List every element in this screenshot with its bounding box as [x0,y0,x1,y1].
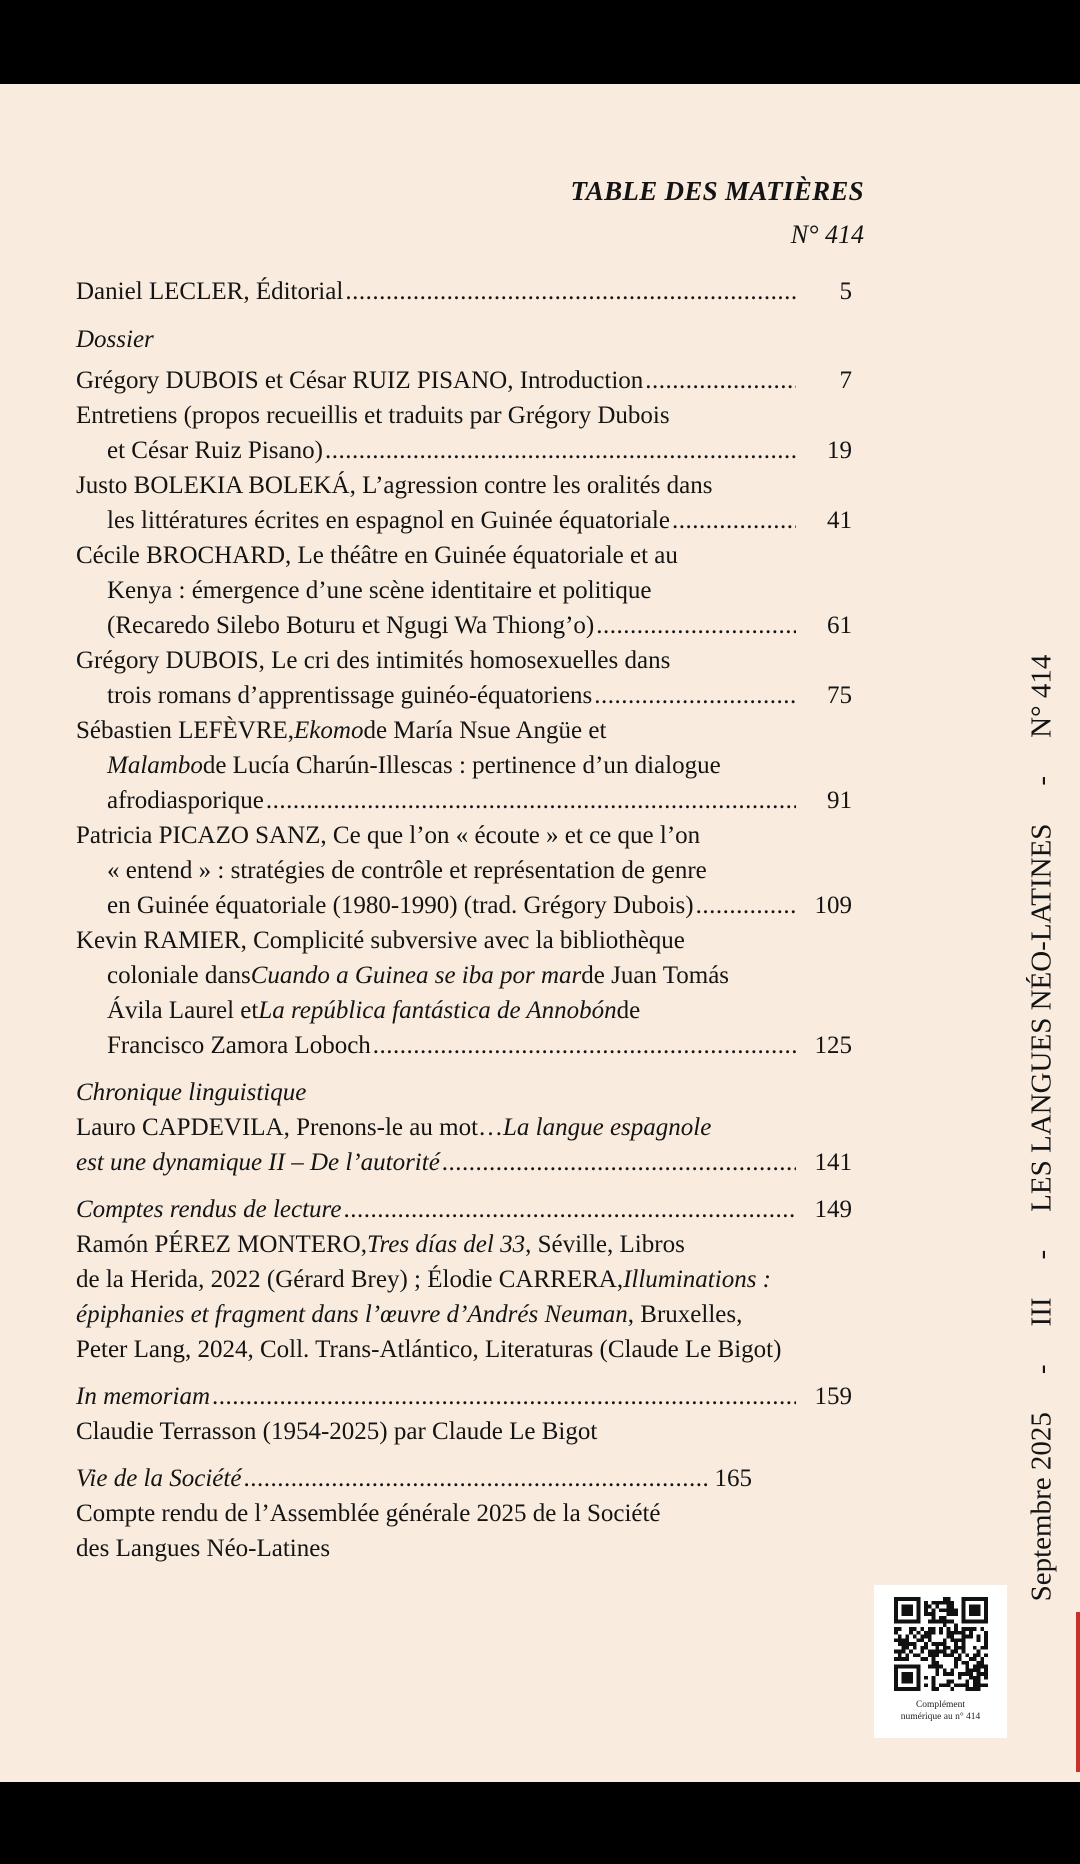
toc-entry-lefevre: Sébastien LEFÈVRE, Ekomo de María Nsue Angüe et Malambo de Lucía Charún-Illescas : pertinence d’un dialogue afrodiasporique ..... 91 [76,713,852,818]
page-edge [1076,1612,1080,1772]
spine-date: Septembre 2025 [1025,1412,1058,1602]
leader-dots [325,433,796,468]
leader-dots [343,1192,796,1227]
toc-entry-terrasson: Claudie Terrasson (1954-2025) par Claude Le Bigot [76,1418,598,1445]
page-number: 5 [839,278,852,305]
leader-dots [594,678,796,713]
toc-entry-bolekia: Justo BOLEKIA BOLEKÁ, L’agression contre les oralités dans les littératures écrites en espagnol en Guinée équatoriale ..... 41 [76,468,852,538]
spine-separator: - [1025,1249,1058,1260]
toc-entry-entretiens: Entretiens (propos recueillis et traduits par Grégory Dubois et César Ruiz Pisano) ..... 19 [76,398,852,468]
page-number: 91 [827,787,852,814]
leader-dots [243,1461,710,1496]
leader-dots [442,1145,796,1180]
section-heading-in-memoriam: In memoriam ..... 159 [76,1379,852,1414]
toc-entry-picazo: Patricia PICAZO SANZ, Ce que l’on « écoute » et ce que l’on « entend » : stratégies de contrôle et représentation de genre en Guinée équatoriale (1980-1990) (trad. Grégory Dubois) ..... 109 [76,818,852,923]
page-number: 125 [814,1032,852,1059]
page-number: 61 [827,612,852,639]
spine-issue: N° 414 [1025,654,1058,738]
toc-entry-capdevila: Lauro CAPDEVILA, Prenons-le au mot… La langue espagnole est une dynamique II – De l’autorité ..... 141 [76,1110,852,1180]
section-heading-dossier: Dossier [76,326,154,353]
page-number: 41 [827,507,852,534]
qr-code-icon [894,1597,988,1691]
page-number: 149 [814,1196,852,1223]
leader-dots [645,363,796,398]
leader-dots [266,783,796,818]
page-number: 165 [714,1465,752,1492]
page-number: 7 [839,367,852,394]
section-heading-vie-societe: Vie de la Société ..... 165 [76,1461,752,1496]
spine-separator: - [1025,1364,1058,1375]
toc-entry-assemblee: Compte rendu de l’Assemblée générale 2025 de la Société des Langues Néo-Latines [76,1500,661,1562]
qr-caption: Complément numérique au n° 414 [900,1700,981,1722]
issue-number: N° 414 [790,220,864,249]
leader-dots [373,1028,796,1063]
section-heading-comptes-rendus: Comptes rendus de lecture ..... 149 [76,1192,852,1227]
toc-entry-reviews: Ramón PÉREZ MONTERO, Tres días del 33 , Séville, Libros de la Herida, 2022 (Gérard Brey) ; Élodie CARRERA, Illuminations : épiphanies et fragment dans l’œuvre d’Andrés Neuman , Bruxelles, Peter Lang, 2024, Coll. Trans-Atlántico, Literaturas (Claude Le Bigot) [76,1231,782,1363]
leader-dots [596,608,796,643]
page-number: 109 [814,892,852,919]
page-number: 159 [814,1383,852,1410]
page-number: 141 [814,1149,852,1176]
spine-volume: III [1025,1297,1058,1327]
toc-entry-dubois: Grégory DUBOIS, Le cri des intimités homosexuelles dans trois romans d’apprentissage guinéo-équatoriens ..... 75 [76,643,852,713]
qr-code-block [874,1585,1007,1738]
spine-journal: LES LANGUES NÉO-LATINES [1025,823,1058,1212]
page [0,84,1080,1782]
leader-dots [696,888,796,923]
leader-dots [345,274,796,309]
toc-entry-ramier: Kevin RAMIER, Complicité subversive avec la bibliothèque coloniale dans Cuando a Guinea se iba por mar de Juan Tomás Ávila Laurel et La república fantástica de Annobón de Francisco Zamora Loboch ..... 125 [76,923,852,1063]
toc-entry-introduction: Grégory DUBOIS et César RUIZ PISANO, Introduction ..... 7 [76,363,852,398]
page-number: 19 [827,437,852,464]
spine-text [1026,655,1059,1602]
page-number: 75 [827,682,852,709]
toc-entry-brochard: Cécile BROCHARD, Le théâtre en Guinée équatoriale et au Kenya : émergence d’une scène identitaire et politique (Recaredo Silebo Boturu et Ngugi Wa Thiong’o) ..... 61 [76,538,852,643]
leader-dots [672,503,796,538]
section-heading-chronique: Chronique linguistique [76,1079,307,1106]
spine-separator: - [1025,775,1058,786]
leader-dots [212,1379,796,1414]
table-of-contents [76,274,852,1566]
toc-title: TABLE DES MATIÈRES [570,176,864,206]
toc-entry-editorial: Daniel LECLER, Éditorial ..... 5 [76,274,852,309]
